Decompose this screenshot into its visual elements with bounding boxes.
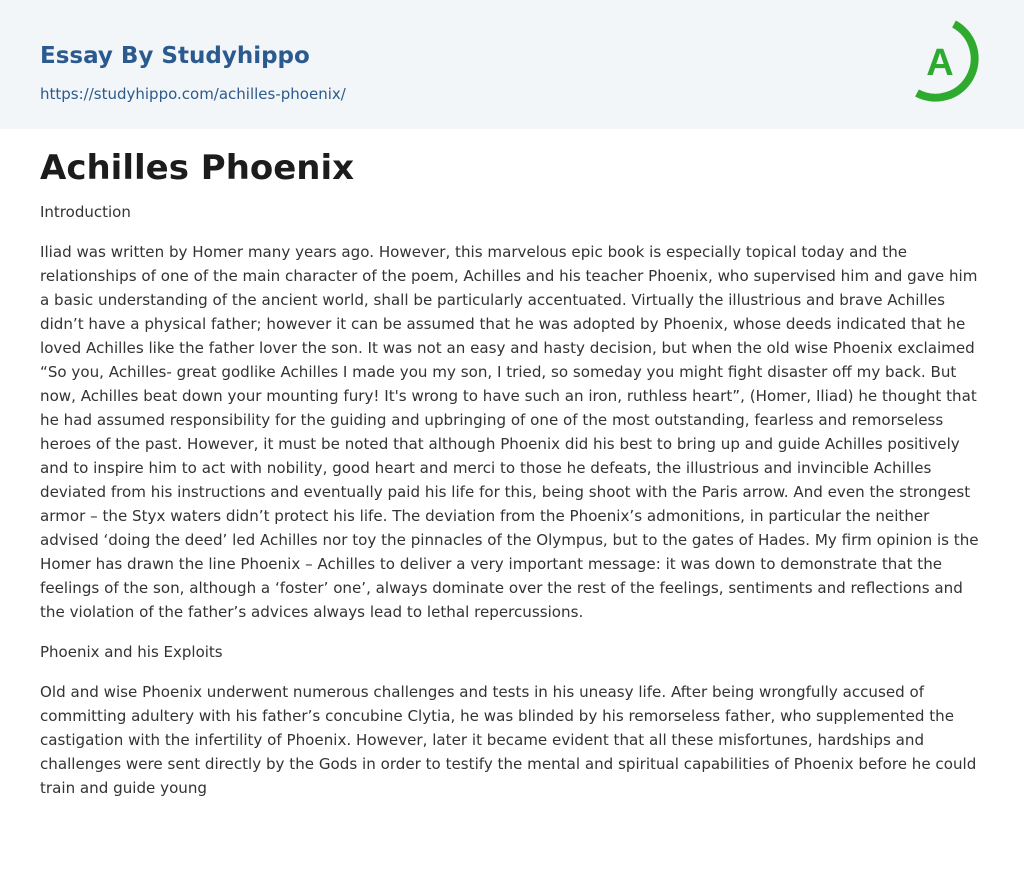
section-body-introduction: Iliad was written by Homer many years ago. However, this marvelous epic book is especially topical today and the relationships of one of the main character of the poem, Achilles and his teacher Phoenix, who supervised him and gave him a basic understanding of the ancient world, shall be particularly accentuated. Virtually the illustrious and brave Achilles didn’t have a physical father; however it can be assumed that he was adopted by Phoenix, whose deeds indicated that he loved Achilles like the father lover the son. It was not an easy and hasty decision, but when the old wise Phoenix exclaimed “So you, Achilles- great godlike Achilles I made you my son, I tried, so someday you might fight disaster off my back. But now, Achilles beat down your mounting fury! It's wrong to have such an iron, ruthless heart”, (Homer, Iliad) he thought that he had assumed responsibility for the guiding and upbringing of one of the most outstanding, fearless and remorseless heroes of the past. However, it must be noted that although Phoenix did his best to bring up and guide Achilles positively and to inspire him to act with nobility, good heart and merci to those he defeats, the illustrious and invincible Achilles deviated from his instructions and eventually paid his life for this, being shoot with the Paris arrow. And even the strongest armor – the Styx waters didn’t protect his life. The deviation from the Phoenix’s admonitions, in particular the neither advised ‘doing the deed’ led Achilles nor toy the pinnacles of the Olympus, but to the gates of Hades. My firm opinion is the Homer has drawn the line Phoenix – Achilles to deliver a very important message: it was down to demonstrate that the feelings of the son, although a ‘foster’ one’, always dominate over the rest of the feelings, sentiments and reflections and the violation of the father’s advices always lead to lethal repercussions. — [40, 243, 979, 621]
studyhippo-logo-icon[interactable] — [912, 20, 986, 106]
site-header — [0, 0, 1024, 129]
article-content — [40, 146, 982, 816]
section-body-phoenix-exploits: Old and wise Phoenix underwent numerous challenges and tests in his uneasy life. After being wrongfully accused of committing adultery with his father’s concubine Clytia, he was blinded by his remorseless father, who supplemented the castigation with the infertility of Phoenix. However, later it became evident that all these misfortunes, hardships and challenges were sent directly by the Gods in order to testify the mental and spiritual capabilities of Phoenix before he could train and guide young — [40, 683, 977, 797]
logo-letter: A — [926, 42, 954, 84]
section-heading-phoenix-exploits: Phoenix and his Exploits — [40, 643, 223, 661]
section-heading-introduction: Introduction — [40, 203, 131, 221]
essay-url-link[interactable]: https://studyhippo.com/achilles-phoenix/ — [40, 85, 346, 103]
site-brand[interactable]: Essay By Studyhippo — [40, 43, 310, 69]
page-title: Achilles Phoenix — [40, 148, 355, 188]
